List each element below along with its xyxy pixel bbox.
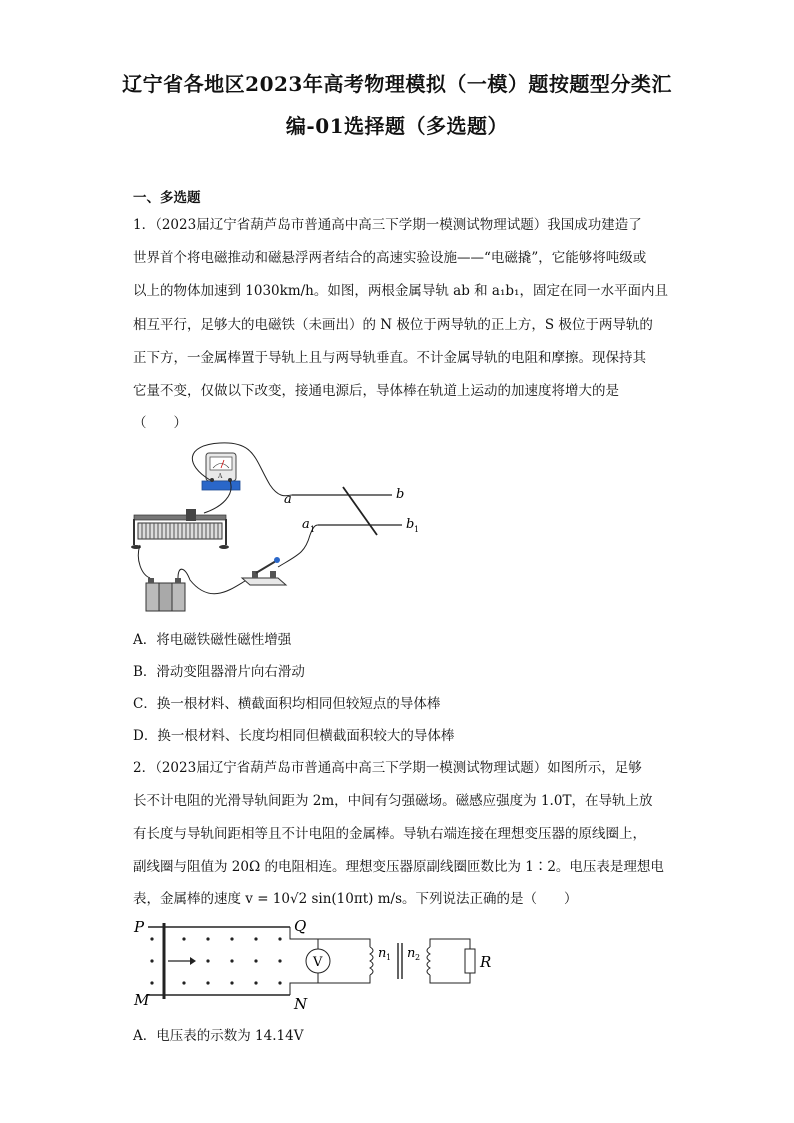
q1-line-1: 1．（2023届辽宁省葫芦岛市普通高中高三下学期一模测试物理试题）我国成功建造了 <box>133 217 642 233</box>
q2-line-3: 有长度与导轨间距相等且不计电阻的金属棒。导轨右端连接在理想变压器的原线圈上， <box>133 826 646 842</box>
label-n: N <box>294 995 308 1013</box>
label-a1: a <box>302 517 310 532</box>
ammeter-letter: A <box>218 473 223 480</box>
label-a: a <box>284 492 292 507</box>
q2-line-5: 表，金属棒的速度 v = 10√2 sin(10πt) m/s。下列说法正确的是（ ） <box>133 891 578 907</box>
knife-switch-icon <box>242 557 286 585</box>
q2-transformer-figure <box>130 915 500 1015</box>
label-n2-sub: 2 <box>415 953 421 962</box>
q1-option-a: A．将电磁铁磁性磁性增强 <box>133 632 292 648</box>
q2-option-a: A．电压表的示数为 14.14V <box>133 1028 304 1044</box>
ammeter-icon <box>202 453 240 490</box>
q1-option-c: C．换一根材料、横截面积均相同但较短点的导体棒 <box>133 696 441 712</box>
q1-circuit-figure <box>130 435 430 620</box>
q1-option-b: B．滑动变阻器滑片向右滑动 <box>133 664 305 680</box>
label-b: b <box>396 487 405 502</box>
section-heading: 一、多选题 <box>133 190 201 206</box>
q1-line-6: 它量不变，仅做以下改变，接通电源后，导体棒在轨道上运动的加速度将增大的是 <box>133 383 619 399</box>
q2-line-1: 2．（2023届辽宁省葫芦岛市普通高中高三下学期一模测试物理试题）如图所示，足够 <box>133 760 642 776</box>
q1-line-4: 相互平行，足够大的电磁铁（未画出）的 N 极位于两导轨的正上方，S 极位于两导轨的 <box>133 317 653 333</box>
page-title-line2: 编-01选择题（多选题） <box>285 114 509 138</box>
q1-line-3: 以上的物体加速到 1030km/h。如图，两根金属导轨 ab 和 a₁b₁，固定在同一水平面内且 <box>133 283 668 299</box>
q1-line-7: （ ） <box>133 415 187 431</box>
label-n1: n <box>378 946 387 961</box>
rheostat-icon <box>131 509 229 549</box>
battery-icon <box>146 578 185 611</box>
label-n1-sub: 1 <box>386 953 392 962</box>
label-n2: n <box>407 946 416 961</box>
voltmeter-label: V <box>313 955 323 970</box>
page-title-line1: 辽宁省各地区2023年高考物理模拟（一模）题按题型分类汇 <box>122 72 672 96</box>
q1-line-5: 正下方，一金属棒置于导轨上且与两导轨垂直。不计金属导轨的电阻和摩擦。现保持其 <box>133 350 646 366</box>
q1-option-d: D．换一根材料、长度均相同但横截面积较大的导体棒 <box>133 728 455 744</box>
label-r: R <box>480 953 492 971</box>
label-b1-sub: 1 <box>414 525 420 534</box>
label-p: P <box>134 918 145 936</box>
q2-line-4: 副线圈与阻值为 20Ω 的电阻相连。理想变压器原副线圈匝数比为 1∶2。电压表是理想电 <box>133 859 664 875</box>
q2-line-2: 长不计电阻的光滑导轨间距为 2m，中间有匀强磁场。磁感应强度为 1.0T，在导轨上放 <box>133 793 653 809</box>
label-m: M <box>134 991 150 1009</box>
label-q: Q <box>294 917 307 935</box>
label-a1-sub: 1 <box>310 525 316 534</box>
label-b1: b <box>406 517 415 532</box>
q1-line-2: 世界首个将电磁推动和磁悬浮两者结合的高速实验设施——“电磁撬”，它能够将吨级或 <box>133 250 647 266</box>
